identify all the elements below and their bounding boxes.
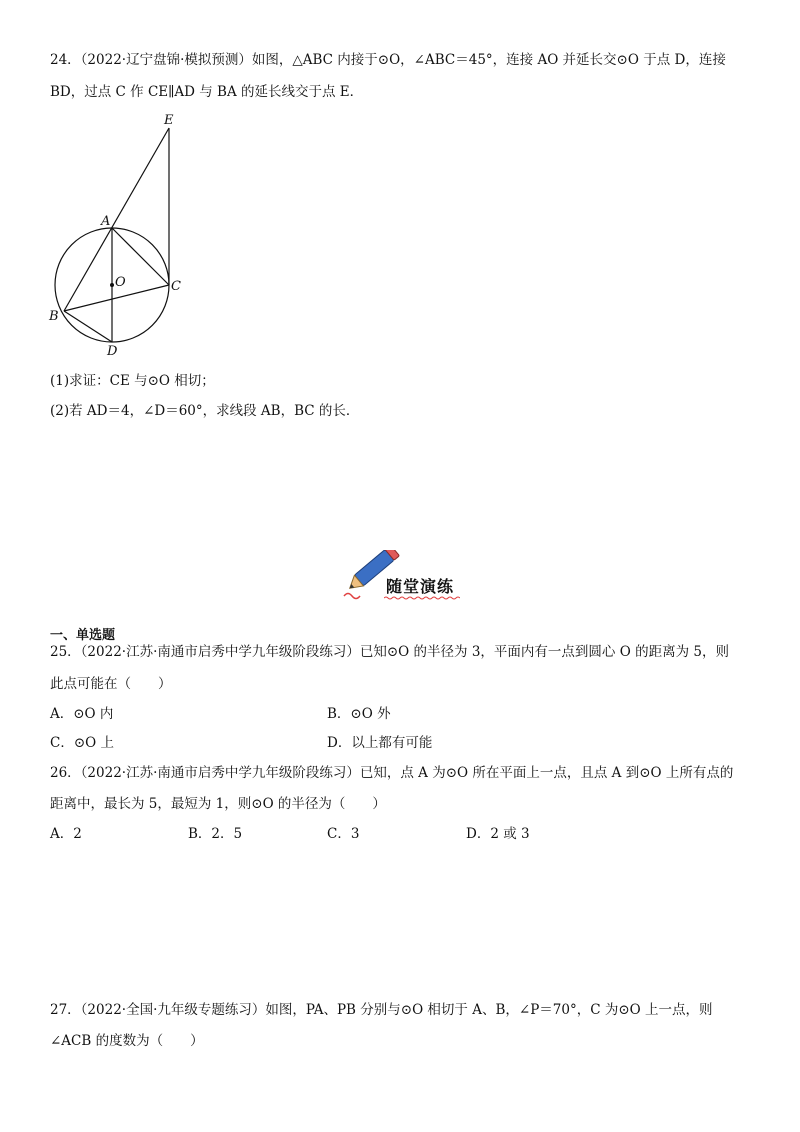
banner-title: 随堂演练 — [386, 577, 455, 596]
label-c: C — [171, 279, 181, 294]
q24-text-line1: 24．（2022·辽宁盘锦·模拟预测）如图，△ABC 内接于⊙O，∠ABC＝45°，连接 AO 并延长交⊙O 于点 D，连接 — [50, 52, 726, 68]
q26-option-a[interactable]: A．2 — [50, 826, 82, 842]
q25-option-d[interactable]: D．以上都有可能 — [327, 735, 433, 751]
q26-option-b[interactable]: B．2．5 — [188, 826, 243, 842]
label-d: D — [107, 344, 118, 359]
q26-text-line2: 距离中，最长为 5，最短为 1，则⊙O 的半径为（ ） — [50, 796, 386, 812]
q24-part1: (1)求证：CE 与⊙O 相切； — [50, 373, 215, 389]
q24-text-line2: BD，过点 C 作 CE∥AD 与 BA 的延长线交于点 E． — [50, 84, 364, 100]
center-dot — [110, 283, 114, 287]
q25-text-line1: 25．（2022·江苏·南通市启秀中学九年级阶段练习）已知⊙O 的半径为 3，平面内有一点到圆心 O 的距离为 5，则 — [50, 644, 729, 660]
section-title: 一、单选题 — [50, 628, 116, 643]
q27-text-line1: 27．（2022·全国·九年级专题练习）如图，PA、PB 分别与⊙O 相切于 A、B，∠P＝70°，C 为⊙O 上一点，则 — [50, 1002, 713, 1018]
q25-option-b[interactable]: B．⊙O 外 — [327, 706, 391, 722]
q26-text-line1: 26．（2022·江苏·南通市启秀中学九年级阶段练习）已知，点 A 为⊙O 所在平面上一点，且点 A 到⊙O 上所有点的 — [50, 765, 734, 781]
q27-text-line2: ∠ACB 的度数为（ ） — [50, 1033, 204, 1049]
q25-text-line2: 此点可能在（ ） — [50, 676, 172, 692]
label-b: B — [49, 309, 59, 324]
q26-option-d[interactable]: D．2 或 3 — [466, 826, 530, 842]
label-e: E — [164, 113, 174, 128]
q25-option-a[interactable]: A．⊙O 内 — [50, 706, 114, 722]
geometry-figure — [40, 108, 210, 360]
label-o: O — [115, 275, 126, 290]
q25-option-c[interactable]: C．⊙O 上 — [50, 735, 114, 751]
banner-underline — [384, 596, 460, 600]
q26-option-c[interactable]: C．3 — [327, 826, 360, 842]
label-a: A — [101, 214, 111, 229]
q24-part2: (2)若 AD＝4，∠D＝60°，求线段 AB，BC 的长． — [50, 403, 360, 419]
